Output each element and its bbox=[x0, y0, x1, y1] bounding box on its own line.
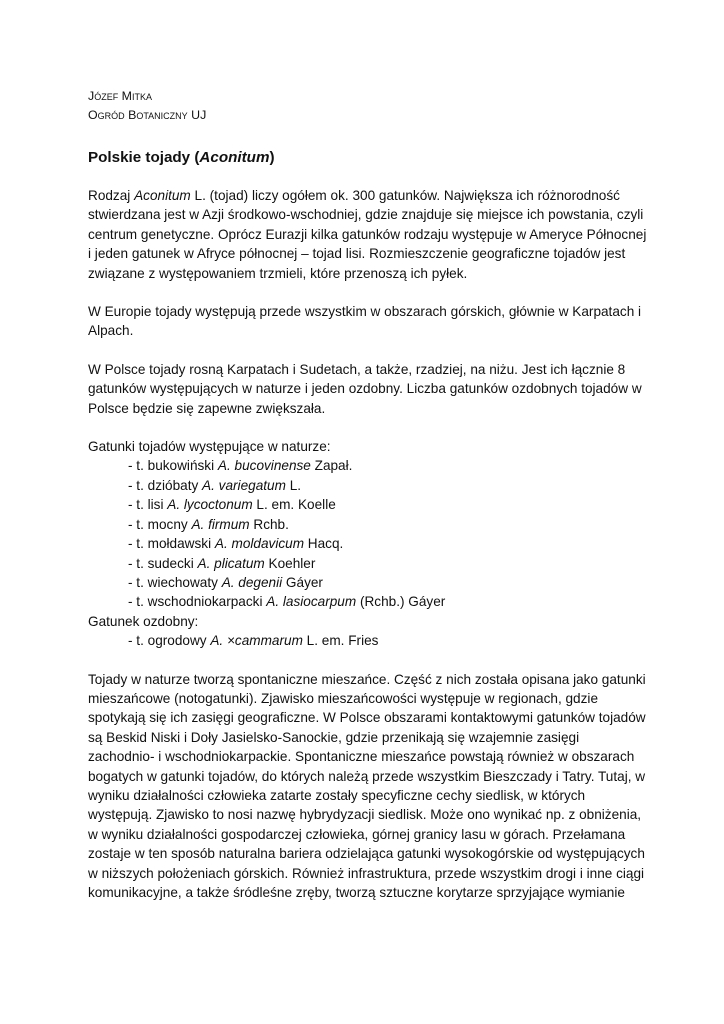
species-author: L. em. Koelle bbox=[252, 497, 336, 513]
paragraph-poland: W Polsce tojady rosną Karpatach i Sudetach, a także, rzadziej, na niżu. Jest ich łącznie 8 gatunków występujących w naturze i jeden ozdobny. Liczba gatunków ozdobnych tojadów w Polsce będzie się zapewne zwiększała. bbox=[88, 361, 642, 416]
species-list-item bbox=[88, 515, 648, 534]
species-author: L. bbox=[285, 477, 302, 493]
intro-genus: Aconitum bbox=[134, 188, 191, 203]
ornamental-species-label: Gatunek ozdobny: bbox=[88, 613, 199, 629]
species-latin-name: A. ×cammarum bbox=[210, 633, 303, 649]
species-author: Gáyer bbox=[282, 574, 323, 590]
paragraph-intro bbox=[88, 186, 648, 283]
species-list-item bbox=[88, 592, 648, 611]
title-suffix: ) bbox=[269, 149, 275, 166]
species-latin-name: A. plicatum bbox=[197, 555, 265, 571]
species-latin-name: A. moldavicum bbox=[214, 536, 305, 552]
species-latin-name: A. variegatum bbox=[202, 477, 286, 493]
species-author: Rchb. bbox=[249, 516, 289, 532]
species-list-item bbox=[88, 476, 648, 495]
author-name: Józef Mitka bbox=[88, 89, 152, 103]
species-list-item bbox=[88, 573, 648, 592]
paragraph-europe: W Europie tojady występują przede wszystkim w obszarach górskich, głównie w Karpatach i Alpach. bbox=[88, 304, 642, 339]
species-author: (Rchb.) Gáyer bbox=[356, 594, 446, 610]
species-author: L. em. Fries bbox=[302, 633, 379, 649]
species-latin-name: A. lycoctonum bbox=[167, 497, 253, 513]
species-common-name: - t. mocny bbox=[128, 516, 192, 532]
wild-species-list bbox=[88, 456, 648, 611]
species-list-item bbox=[88, 495, 648, 514]
affiliation: Ogród Botaniczny UJ bbox=[88, 108, 207, 122]
document-body bbox=[88, 87, 648, 902]
species-list-item bbox=[88, 554, 648, 573]
ornamental-species-list bbox=[88, 631, 648, 650]
species-list-item bbox=[88, 534, 648, 553]
species-author: Koehler bbox=[264, 555, 316, 571]
title-prefix: Polskie tojady ( bbox=[88, 149, 200, 166]
species-latin-name: A. lasiocarpum bbox=[266, 594, 357, 610]
species-common-name: - t. wschodniokarpacki bbox=[128, 594, 267, 610]
species-common-name: - t. bukowiński bbox=[128, 458, 218, 474]
species-list-item bbox=[88, 631, 648, 650]
article-title bbox=[88, 148, 648, 168]
species-common-name: - t. wiechowaty bbox=[128, 574, 222, 590]
paragraph-hybrids: Tojady w naturze tworzą spontaniczne mieszańce. Część z nich została opisana jako gatunki mieszańcowe (notogatunki). Zjawisko mieszańcowości występuje w regionach, gdzie spotykają się ich zasięgi geograficzne. W Polsce obszarami kontaktowymi gatunków tojadów są Beskid Niski i Doły Jasielsko-Sanockie, gdzie przenikają się wzajemnie zasięgi zachodnio- i wschodniokarpackie. Spontaniczne mieszańce powstają również w obszarach bogatych w gatunki tojadów, do których należą przede wszystkim Bieszczady i Tatry. Tutaj, w wyniku działalności człowieka zatarte zostały specyficzne cechy siedlisk, w których występują. Zjawisko to nosi nazwę hybrydyzacji siedlisk. Może ono wynikać np. z obniżenia, w wyniku działalności gospodarczej człowieka, górnej granicy lasu w górach. Przełamana zostaje w ten sposób naturalna bariera odzielająca gatunki wysokogórskie od występujących w niższych położeniach górskich. Również infrastruktura, przede wszystkim drogi i inne ciągi komunikacyjne, a także śródleśne zręby, tworzą sztuczne korytarze sprzyjające wymianie bbox=[88, 671, 646, 900]
species-author: Zapał. bbox=[310, 458, 353, 474]
species-author: Hacq. bbox=[304, 536, 344, 552]
species-common-name: - t. dzióbaty bbox=[128, 477, 203, 493]
species-latin-name: A. bucovinense bbox=[217, 458, 311, 474]
species-common-name: - t. ogrodowy bbox=[128, 633, 211, 649]
species-latin-name: A. firmum bbox=[191, 516, 250, 532]
title-genus: Aconitum bbox=[199, 149, 270, 166]
species-common-name: - t. lisi bbox=[128, 497, 168, 513]
intro-start: Rodzaj bbox=[88, 188, 135, 203]
species-list-item bbox=[88, 456, 648, 475]
intro-rest: L. (tojad) liczy ogółem ok. 300 gatunków. Największa ich różnorodność stwierdzana jest w Azji środkowo-wschodniej, gdzie znajduje się miejsce ich powstania, czyli centrum genetyczne. Oprócz Eurazji kilka gatunków rodzaju występuje w Ameryce Północnej i jeden gatunek w Afryce północnej – tojad lisi. Rozmieszczenie geograficzne tojadów jest związane z występowaniem trzmieli, które przenoszą ich pyłek. bbox=[88, 188, 647, 281]
species-latin-name: A. degenii bbox=[221, 574, 283, 590]
wild-species-label: Gatunki tojadów występujące w naturze: bbox=[88, 439, 331, 455]
species-common-name: - t. mołdawski bbox=[128, 536, 215, 552]
species-common-name: - t. sudecki bbox=[128, 555, 198, 571]
